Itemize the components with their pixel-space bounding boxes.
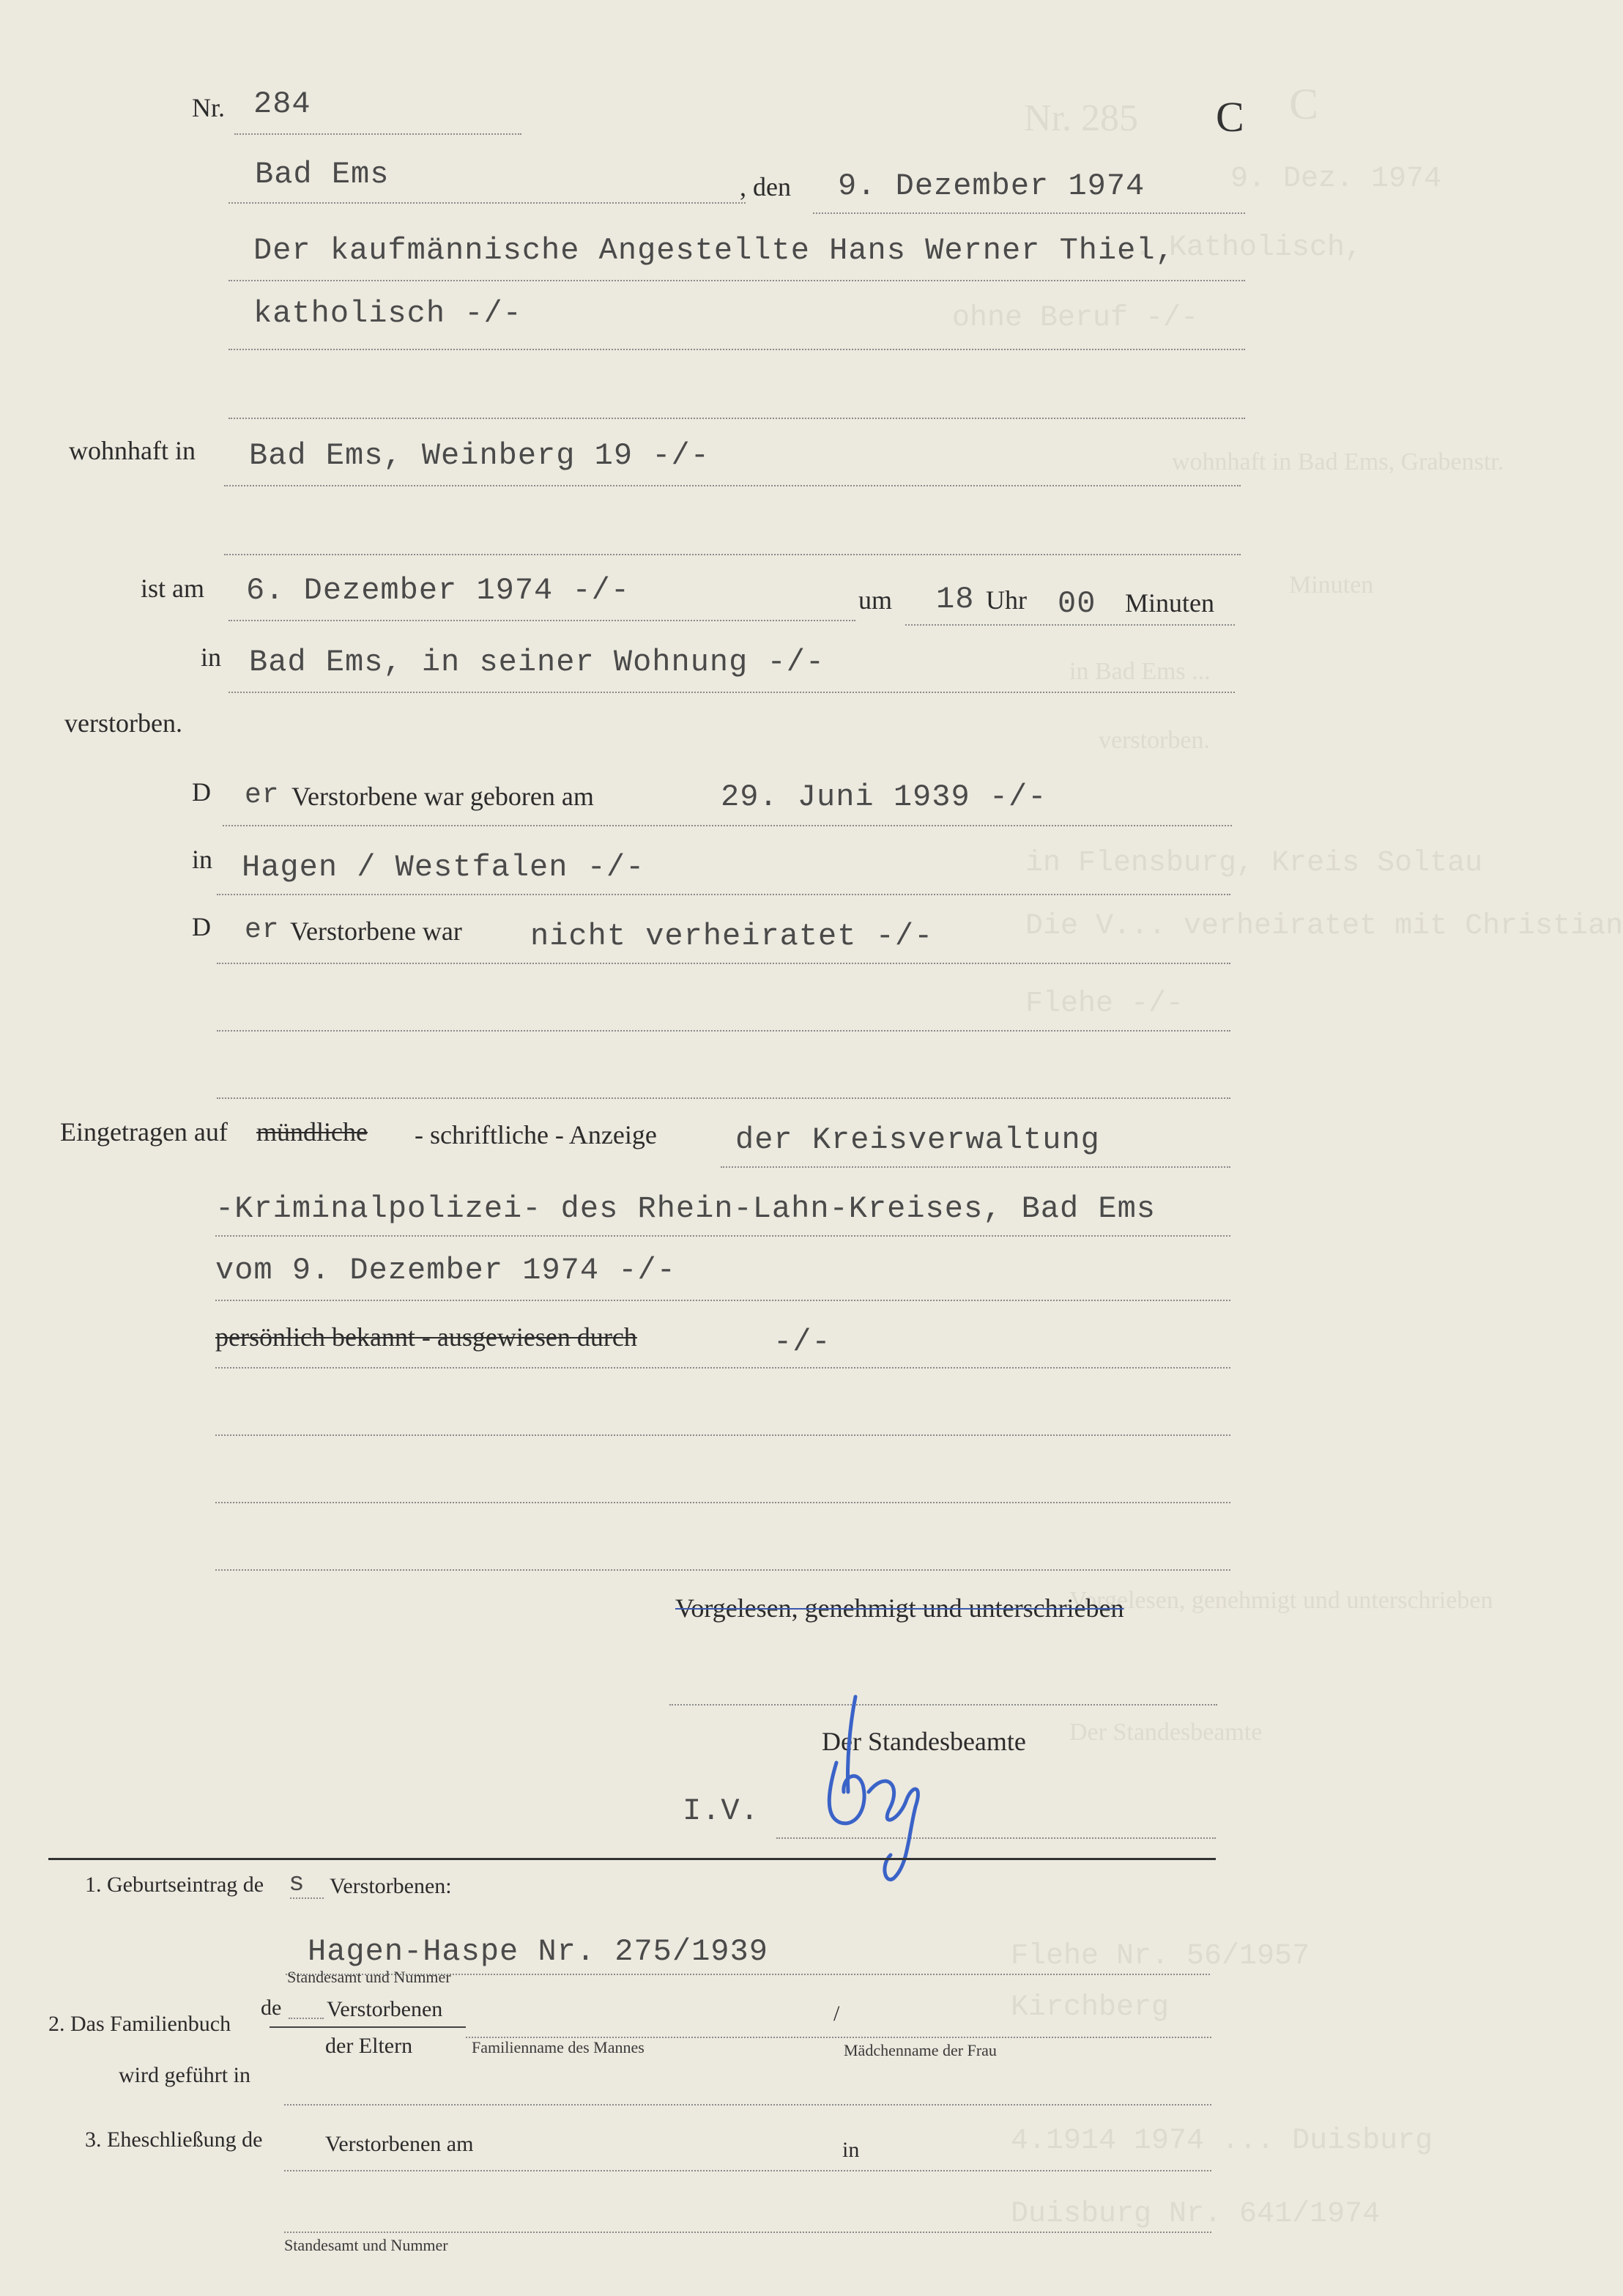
item3-line — [284, 2170, 1211, 2171]
blank-line-1 — [215, 1434, 1230, 1436]
item2-de: de — [261, 1996, 282, 2020]
address-line-2 — [224, 554, 1241, 555]
report-line-1 — [721, 1166, 1230, 1168]
handwritten-signature — [798, 1682, 945, 1895]
registration-date: 9. Dezember 1974 — [838, 169, 1145, 204]
footer-divider — [48, 1858, 1216, 1860]
item1-rest: Verstorbenen: — [330, 1874, 452, 1898]
address-line — [224, 485, 1241, 486]
item1-suffix: s — [289, 1868, 305, 1898]
blank-line-2 — [215, 1502, 1230, 1503]
geboren-label: Verstorbene war geboren am — [291, 782, 594, 811]
blank-line-3 — [215, 1569, 1230, 1571]
in-label: in — [201, 642, 222, 672]
standesbeamte-label: Der Standesbeamte — [822, 1727, 1026, 1756]
muendliche-struck: mündliche — [256, 1117, 368, 1147]
er-suffix-1: er — [245, 779, 280, 811]
birth-date-line — [223, 825, 1232, 826]
vorgelesen-struck: Vorgelesen, genehmigt und unterschrieben — [675, 1593, 1124, 1623]
schriftliche-label: - schriftliche - Anzeige — [415, 1120, 657, 1149]
birth-place: Hagen / Westfalen -/- — [242, 850, 645, 885]
death-place: Bad Ems, in seiner Wohnung -/- — [249, 645, 825, 680]
item3-mid: Verstorbenen am — [325, 2132, 474, 2156]
item2-label: 2. Das Familienbuch — [48, 2012, 231, 2036]
uhr-label: Uhr — [986, 585, 1027, 615]
item2-verstorbenen: Verstorbenen — [327, 1997, 443, 2021]
persoenlich-struck: persönlich bekannt - ausgewiesen durch — [215, 1322, 637, 1352]
death-minutes: 00 — [1058, 586, 1096, 621]
report-source-3: vom 9. Dezember 1974 -/- — [215, 1253, 676, 1288]
d-letter-2: D — [192, 912, 211, 941]
nr-label: Nr. — [192, 93, 225, 122]
war-label: Verstorbene war — [290, 916, 462, 946]
person-line-2 — [229, 349, 1245, 350]
caption-familienname: Familienname des Mannes — [472, 2038, 645, 2056]
item2-wird-line — [284, 2104, 1211, 2106]
birth-date: 29. Juni 1939 -/- — [721, 779, 1047, 815]
death-date-line — [229, 620, 855, 621]
caption-maedchenname: Mädchenname der Frau — [844, 2041, 997, 2059]
persoenlich-line — [215, 1367, 1230, 1369]
item3-in: in — [842, 2138, 860, 2162]
report-source-2: -Kriminalpolizei- des Rhein-Lahn-Kreises, Bad Ems — [215, 1191, 1156, 1226]
d-letter-1: D — [192, 777, 211, 807]
date-line — [813, 212, 1245, 214]
residence-address: Bad Ems, Weinberg 19 -/- — [249, 438, 710, 473]
item3-label: 3. Eheschließung de — [85, 2127, 263, 2152]
place-line — [229, 202, 746, 204]
item1-value: Hagen-Haspe Nr. 275/1939 — [308, 1934, 768, 1969]
death-hour: 18 — [936, 582, 975, 617]
iv-label: I.V. — [683, 1793, 759, 1829]
eingetragen-label: Eingetragen auf — [60, 1117, 228, 1147]
death-date: 6. Dezember 1974 -/- — [246, 573, 631, 608]
item3-line-2 — [284, 2232, 1211, 2233]
verstorben-label: verstorben. — [64, 708, 182, 738]
time-line — [905, 624, 1235, 626]
death-place-line — [229, 692, 1235, 693]
marital-line-3 — [217, 1097, 1230, 1099]
nr-line — [234, 133, 521, 135]
form-corner-letter: C — [1216, 93, 1244, 141]
deceased-description-2: katholisch -/- — [253, 296, 522, 331]
ist-am-label: ist am — [141, 574, 204, 603]
person-line-3 — [229, 418, 1245, 419]
item2-slash: / — [833, 2001, 840, 2026]
item1-label: 1. Geburtseintrag de — [85, 1873, 264, 1897]
report-line-3 — [215, 1300, 1230, 1301]
marital-status: nicht verheiratet -/- — [530, 919, 934, 954]
report-source-1: der Kreisverwaltung — [735, 1122, 1100, 1158]
wohnhaft-label: wohnhaft in — [69, 436, 196, 465]
birth-in-label: in — [192, 845, 213, 874]
den-label: , den — [740, 172, 791, 201]
record-number: 284 — [253, 86, 311, 122]
item2-eltern: der Eltern — [325, 2034, 413, 2058]
deceased-description-1: Der kaufmännische Angestellte Hans Werner Thiel, — [253, 233, 1175, 268]
item2-bracket-line — [270, 2026, 466, 2028]
caption-standesamt: Standesamt und Nummer — [287, 1968, 451, 1986]
marital-line — [217, 963, 1230, 964]
um-label: um — [858, 585, 893, 615]
item2-de-dots — [289, 2018, 324, 2019]
item1-label-line — [290, 1897, 324, 1899]
er-suffix-2: er — [245, 914, 280, 946]
birth-place-line — [217, 894, 1230, 895]
person-line-1 — [229, 280, 1245, 281]
persoenlich-value: -/- — [773, 1325, 831, 1360]
minuten-label: Minuten — [1125, 588, 1214, 618]
marital-line-2 — [217, 1030, 1230, 1032]
report-line-2 — [215, 1235, 1230, 1237]
caption-standesamt-2: Standesamt und Nummer — [284, 2236, 448, 2254]
registration-place: Bad Ems — [255, 157, 390, 192]
item2-wird: wird geführt in — [119, 2063, 250, 2087]
